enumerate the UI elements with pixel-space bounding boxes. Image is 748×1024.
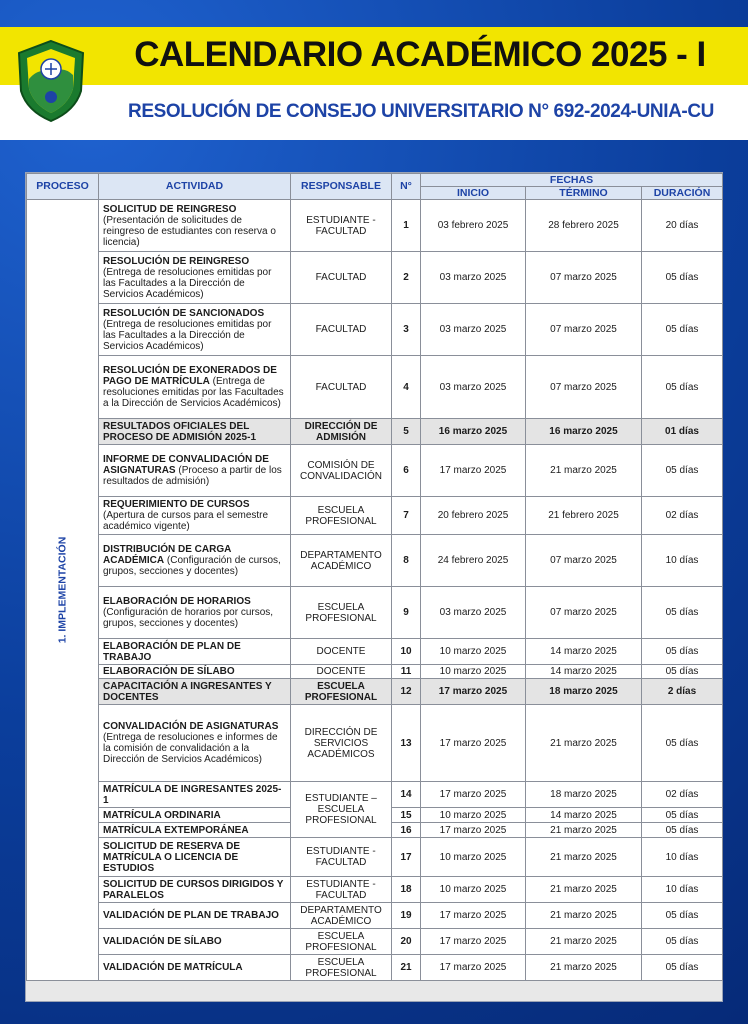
table-row bbox=[27, 639, 723, 665]
termino-cell: 21 marzo 2025 bbox=[526, 445, 642, 497]
header-fechas: FECHAS bbox=[421, 174, 723, 187]
actividad-cell bbox=[99, 903, 291, 929]
page-header bbox=[0, 27, 748, 142]
actividad-title: RESOLUCIÓN DE EXONERADOS DE PAGO DE MATRÍCULA bbox=[103, 365, 277, 387]
termino-cell: 14 marzo 2025 bbox=[526, 808, 642, 823]
inicio-cell: 17 marzo 2025 bbox=[421, 445, 526, 497]
termino-cell: 18 marzo 2025 bbox=[526, 679, 642, 705]
table-row bbox=[27, 587, 723, 639]
actividad-title: ELABORACIÓN DE HORARIOS bbox=[103, 596, 251, 607]
actividad-title: SOLICITUD DE REINGRESO bbox=[103, 203, 237, 215]
table-row bbox=[27, 838, 723, 877]
numero-cell: 6 bbox=[392, 445, 421, 497]
table-row bbox=[27, 445, 723, 497]
responsable-cell: ESTUDIANTE - FACULTAD bbox=[291, 200, 392, 252]
duracion-cell: 05 días bbox=[642, 304, 723, 356]
actividad-cell bbox=[99, 808, 291, 823]
actividad-description: (Presentación de solicitudes de reingreso de estudiantes con reserva o licencia) bbox=[103, 214, 276, 248]
actividad-cell bbox=[99, 304, 291, 356]
inicio-cell: 10 marzo 2025 bbox=[421, 877, 526, 903]
actividad-cell bbox=[99, 445, 291, 497]
actividad-cell bbox=[99, 665, 291, 679]
duracion-cell: 05 días bbox=[642, 705, 723, 782]
duracion-cell: 05 días bbox=[642, 903, 723, 929]
actividad-description: (Configuración de horarios por cursos, grupos, secciones y docentes) bbox=[103, 607, 274, 629]
numero-cell: 1 bbox=[392, 200, 421, 252]
table-row bbox=[27, 497, 723, 535]
duracion-cell: 01 días bbox=[642, 419, 723, 445]
actividad-title: RESULTADOS OFICIALES DEL PROCESO DE ADMISIÓN 2025-1 bbox=[103, 420, 257, 443]
actividad-title: SOLICITUD DE RESERVA DE MATRÍCULA O LICENCIA DE ESTUDIOS bbox=[103, 840, 241, 874]
actividad-description: (Entrega de resoluciones emitidas por las Facultades a la Dirección de Servicios Académicos) bbox=[103, 266, 272, 300]
header-actividad: ACTIVIDAD bbox=[99, 174, 291, 200]
table-row bbox=[27, 679, 723, 705]
duracion-cell: 02 días bbox=[642, 497, 723, 535]
actividad-title: MATRÍCULA EXTEMPORÁNEA bbox=[103, 824, 249, 836]
actividad-description: (Entrega de resoluciones e informes de la comisión de convalidación a la Dirección de Servicios Académicos) bbox=[103, 732, 278, 765]
actividad-cell bbox=[99, 838, 291, 877]
duracion-cell: 05 días bbox=[642, 823, 723, 838]
inicio-cell: 03 febrero 2025 bbox=[421, 200, 526, 252]
duracion-cell: 05 días bbox=[642, 808, 723, 823]
responsable-cell: ESTUDIANTE - FACULTAD bbox=[291, 877, 392, 903]
termino-cell: 21 marzo 2025 bbox=[526, 903, 642, 929]
actividad-title: CONVALIDACIÓN DE ASIGNATURAS bbox=[103, 721, 279, 732]
numero-cell: 17 bbox=[392, 838, 421, 877]
responsable-cell: DEPARTAMENTO ACADÉMICO bbox=[291, 903, 392, 929]
termino-cell: 21 marzo 2025 bbox=[526, 838, 642, 877]
actividad-description: (Entrega de resoluciones emitidas por las Facultades a la Dirección de Servicios Académicos) bbox=[103, 376, 284, 409]
duracion-cell: 05 días bbox=[642, 356, 723, 419]
responsable-cell: FACULTAD bbox=[291, 252, 392, 304]
table-row bbox=[27, 877, 723, 903]
actividad-title: MATRÍCULA DE INGRESANTES 2025-1 bbox=[103, 783, 282, 806]
responsable-cell: ESCUELA PROFESIONAL bbox=[291, 497, 392, 535]
duracion-cell: 10 días bbox=[642, 535, 723, 587]
responsable-cell: ESCUELA PROFESIONAL bbox=[291, 929, 392, 955]
responsable-cell: COMISIÓN DE CONVALIDACIÓN bbox=[291, 445, 392, 497]
inicio-cell: 20 febrero 2025 bbox=[421, 497, 526, 535]
header-proceso: PROCESO bbox=[27, 174, 99, 200]
numero-cell: 12 bbox=[392, 679, 421, 705]
numero-cell: 2 bbox=[392, 252, 421, 304]
responsable-cell: ESTUDIANTE – ESCUELA PROFESIONAL bbox=[291, 782, 392, 838]
duracion-cell: 05 días bbox=[642, 639, 723, 665]
actividad-title: RESOLUCIÓN DE SANCIONADOS bbox=[103, 307, 265, 319]
inicio-cell: 10 marzo 2025 bbox=[421, 808, 526, 823]
header-inicio: INICIO bbox=[421, 187, 526, 200]
table-row bbox=[27, 955, 723, 981]
actividad-title: ELABORACIÓN DE PLAN DE TRABAJO bbox=[103, 640, 241, 663]
actividad-cell bbox=[99, 356, 291, 419]
termino-cell: 21 marzo 2025 bbox=[526, 705, 642, 782]
numero-cell: 5 bbox=[392, 419, 421, 445]
actividad-cell bbox=[99, 587, 291, 639]
table-row bbox=[27, 929, 723, 955]
inicio-cell: 17 marzo 2025 bbox=[421, 903, 526, 929]
actividad-cell bbox=[99, 200, 291, 252]
actividad-title: REQUERIMIENTO DE CURSOS bbox=[103, 499, 250, 510]
inicio-cell: 10 marzo 2025 bbox=[421, 838, 526, 877]
inicio-cell: 17 marzo 2025 bbox=[421, 929, 526, 955]
proceso-label: 1. IMPLEMENTACIÓN bbox=[56, 536, 68, 644]
duracion-cell: 10 días bbox=[642, 838, 723, 877]
numero-cell: 21 bbox=[392, 955, 421, 981]
table-row bbox=[27, 903, 723, 929]
actividad-cell bbox=[99, 955, 291, 981]
numero-cell: 16 bbox=[392, 823, 421, 838]
table-row bbox=[27, 665, 723, 679]
numero-cell: 11 bbox=[392, 665, 421, 679]
numero-cell: 18 bbox=[392, 877, 421, 903]
actividad-description: (Entrega de resoluciones emitidas por las Facultades a la Dirección de Servicios Académicos) bbox=[103, 318, 272, 352]
inicio-cell: 03 marzo 2025 bbox=[421, 304, 526, 356]
actividad-title: CAPACITACIÓN A INGRESANTES Y DOCENTES bbox=[103, 680, 272, 703]
inicio-cell: 17 marzo 2025 bbox=[421, 679, 526, 705]
table-row bbox=[27, 304, 723, 356]
actividad-cell bbox=[99, 497, 291, 535]
duracion-cell: 20 días bbox=[642, 200, 723, 252]
responsable-cell: DOCENTE bbox=[291, 639, 392, 665]
inicio-cell: 24 febrero 2025 bbox=[421, 535, 526, 587]
responsable-cell: FACULTAD bbox=[291, 304, 392, 356]
inicio-cell: 17 marzo 2025 bbox=[421, 955, 526, 981]
termino-cell: 07 marzo 2025 bbox=[526, 252, 642, 304]
termino-cell: 21 marzo 2025 bbox=[526, 955, 642, 981]
university-seal-icon bbox=[15, 39, 87, 123]
inicio-cell: 03 marzo 2025 bbox=[421, 356, 526, 419]
actividad-cell bbox=[99, 929, 291, 955]
actividad-cell bbox=[99, 705, 291, 782]
duracion-cell: 02 días bbox=[642, 782, 723, 808]
numero-cell: 7 bbox=[392, 497, 421, 535]
header-termino: TÉRMINO bbox=[526, 187, 642, 200]
termino-cell: 16 marzo 2025 bbox=[526, 419, 642, 445]
numero-cell: 15 bbox=[392, 808, 421, 823]
actividad-cell bbox=[99, 535, 291, 587]
responsable-cell: DOCENTE bbox=[291, 665, 392, 679]
calendar-body bbox=[27, 200, 723, 981]
termino-cell: 21 marzo 2025 bbox=[526, 877, 642, 903]
calendar-table bbox=[26, 173, 723, 981]
actividad-description: (Apertura de cursos para el semestre académico vigente) bbox=[103, 510, 269, 532]
termino-cell: 07 marzo 2025 bbox=[526, 535, 642, 587]
inicio-cell: 17 marzo 2025 bbox=[421, 782, 526, 808]
duracion-cell: 05 días bbox=[642, 252, 723, 304]
responsable-cell: DEPARTAMENTO ACADÉMICO bbox=[291, 535, 392, 587]
actividad-cell bbox=[99, 782, 291, 808]
header-duracion: DURACIÓN bbox=[642, 187, 723, 200]
actividad-cell bbox=[99, 679, 291, 705]
numero-cell: 3 bbox=[392, 304, 421, 356]
duracion-cell: 05 días bbox=[642, 587, 723, 639]
termino-cell: 14 marzo 2025 bbox=[526, 665, 642, 679]
termino-cell: 21 marzo 2025 bbox=[526, 823, 642, 838]
inicio-cell: 03 marzo 2025 bbox=[421, 252, 526, 304]
actividad-description: (Configuración de cursos, grupos, secciones y docentes) bbox=[103, 555, 281, 577]
responsable-cell: ESTUDIANTE - FACULTAD bbox=[291, 838, 392, 877]
actividad-title: VALIDACIÓN DE PLAN DE TRABAJO bbox=[103, 910, 279, 921]
termino-cell: 21 febrero 2025 bbox=[526, 497, 642, 535]
termino-cell: 28 febrero 2025 bbox=[526, 200, 642, 252]
numero-cell: 9 bbox=[392, 587, 421, 639]
termino-cell: 07 marzo 2025 bbox=[526, 304, 642, 356]
header-responsable: RESPONSABLE bbox=[291, 174, 392, 200]
inicio-cell: 03 marzo 2025 bbox=[421, 587, 526, 639]
table-row bbox=[27, 419, 723, 445]
responsable-cell: DIRECCIÓN DE SERVICIOS ACADÉMICOS bbox=[291, 705, 392, 782]
termino-cell: 14 marzo 2025 bbox=[526, 639, 642, 665]
responsable-cell: ESCUELA PROFESIONAL bbox=[291, 587, 392, 639]
proceso-cell bbox=[27, 200, 99, 981]
numero-cell: 4 bbox=[392, 356, 421, 419]
actividad-title: ELABORACIÓN DE SÍLABO bbox=[103, 666, 235, 677]
actividad-cell bbox=[99, 823, 291, 838]
actividad-title: VALIDACIÓN DE SÍLABO bbox=[103, 936, 222, 947]
termino-cell: 21 marzo 2025 bbox=[526, 929, 642, 955]
actividad-title: INFORME DE CONVALIDACIÓN DE ASIGNATURAS bbox=[103, 454, 269, 476]
actividad-title: VALIDACIÓN DE MATRÍCULA bbox=[103, 962, 243, 973]
table-row bbox=[27, 252, 723, 304]
table-row bbox=[27, 782, 723, 808]
actividad-title: RESOLUCIÓN DE REINGRESO bbox=[103, 255, 250, 267]
header-numero: N° bbox=[392, 174, 421, 200]
table-footer-strip bbox=[26, 987, 722, 1001]
inicio-cell: 17 marzo 2025 bbox=[421, 823, 526, 838]
actividad-cell bbox=[99, 639, 291, 665]
actividad-cell bbox=[99, 877, 291, 903]
actividad-cell bbox=[99, 419, 291, 445]
duracion-cell: 05 días bbox=[642, 955, 723, 981]
termino-cell: 18 marzo 2025 bbox=[526, 782, 642, 808]
responsable-cell: ESCUELA PROFESIONAL bbox=[291, 679, 392, 705]
responsable-cell: DIRECCIÓN DE ADMISIÓN bbox=[291, 419, 392, 445]
duracion-cell: 2 días bbox=[642, 679, 723, 705]
duracion-cell: 10 días bbox=[642, 877, 723, 903]
duracion-cell: 05 días bbox=[642, 665, 723, 679]
termino-cell: 07 marzo 2025 bbox=[526, 356, 642, 419]
duracion-cell: 05 días bbox=[642, 929, 723, 955]
numero-cell: 10 bbox=[392, 639, 421, 665]
inicio-cell: 10 marzo 2025 bbox=[421, 639, 526, 665]
page-title: CALENDARIO ACADÉMICO 2025 - I bbox=[134, 35, 706, 74]
actividad-title: DISTRIBUCIÓN DE CARGA ACADÉMICA bbox=[103, 544, 231, 566]
actividad-title: SOLICITUD DE CURSOS DIRIGIDOS Y PARALELOS bbox=[103, 878, 284, 901]
numero-cell: 20 bbox=[392, 929, 421, 955]
responsable-cell: ESCUELA PROFESIONAL bbox=[291, 955, 392, 981]
numero-cell: 13 bbox=[392, 705, 421, 782]
table-row bbox=[27, 535, 723, 587]
actividad-description: (Proceso a partir de los resultados de admisión) bbox=[103, 465, 282, 487]
table-row bbox=[27, 200, 723, 252]
responsable-cell: FACULTAD bbox=[291, 356, 392, 419]
inicio-cell: 10 marzo 2025 bbox=[421, 665, 526, 679]
table-row bbox=[27, 356, 723, 419]
duracion-cell: 05 días bbox=[642, 445, 723, 497]
page-subtitle: RESOLUCIÓN DE CONSEJO UNIVERSITARIO N° 692-2024-UNIA-CU bbox=[128, 101, 714, 122]
numero-cell: 8 bbox=[392, 535, 421, 587]
numero-cell: 19 bbox=[392, 903, 421, 929]
calendar-panel bbox=[25, 172, 723, 1002]
inicio-cell: 16 marzo 2025 bbox=[421, 419, 526, 445]
inicio-cell: 17 marzo 2025 bbox=[421, 705, 526, 782]
table-row bbox=[27, 705, 723, 782]
actividad-title: MATRÍCULA ORDINARIA bbox=[103, 809, 221, 821]
actividad-cell bbox=[99, 252, 291, 304]
numero-cell: 14 bbox=[392, 782, 421, 808]
termino-cell: 07 marzo 2025 bbox=[526, 587, 642, 639]
